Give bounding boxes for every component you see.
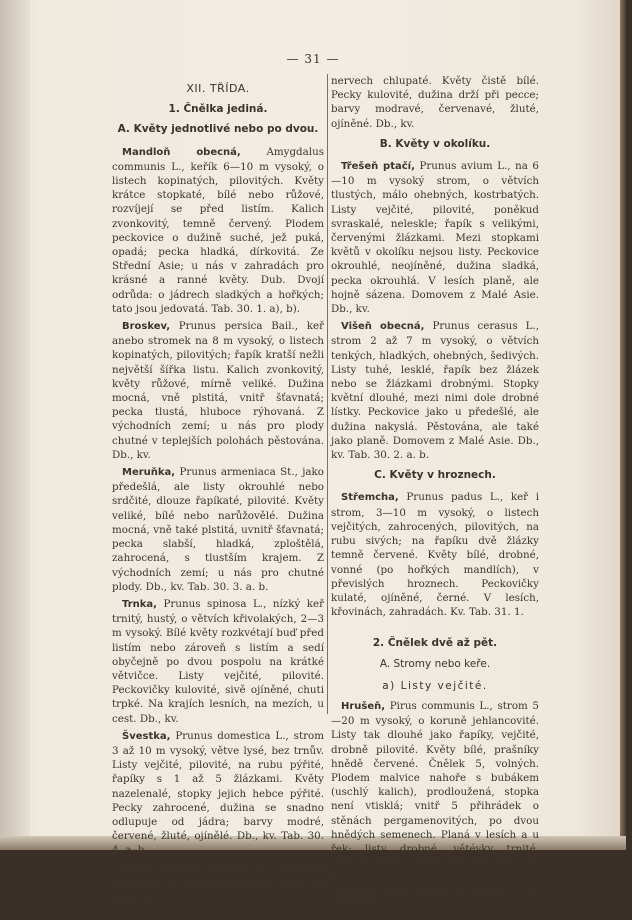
entry-broskev xyxy=(112,319,324,462)
entry-visen xyxy=(331,319,539,462)
entry-text: Pirus communis L., strom 5—20 m vysoký, o koruně jehlancovité. Listy tak dlouhé jako řapíky, vejčité, drobně pilovité. Květy bílé, prašníky hnědě červené. Čnělek 5, volných. Plodem malvice nahoře s bubákem (uschlý kalich), prodloužená, stopka není vtisklá; vnitř 5 přihrádek o stěnách pergamenovitých, po dvou hnědých semenech. Planá v lesích a u řek; listy drobné, větévky trnité, malvice tvrdé, trpké. Db., kv. Tab. 31. 2. xyxy=(331,699,539,884)
section-heading-c: C. Květy v hroznech. xyxy=(374,469,496,482)
entry-text: Prunus padus L., keř i strom, 3—10 m vysoký, o listech vejčitých, zahrocených, pilovitých, na rubu sivých; na řapíku dvě žlázky temně červené. Květy bílé, drobné, vonné (po hořkých mandlích), v převislých hroznech. Peckovičky kulaté, ojíněné, černé. V lesích, křovinách, zahradách. Kv. Tab. 31. 1. xyxy=(331,491,539,619)
entry-name: Švestka, xyxy=(122,730,171,742)
entry-hrusen xyxy=(331,699,539,885)
entry-name: Hrušeň, xyxy=(341,700,386,712)
entry-name: Střemcha, xyxy=(341,492,399,504)
entry-name: Slíva, xyxy=(122,862,154,874)
entry-text: Prunus armeniaca St., jako předešlá, ale listy okrouhlé nebo srdčité, dlouze řapíkaté, pilovité. Květy veliké, bílé nebo narůžovělé. Dužina mocná, vně také plstitá, uvnitř šťavnatá; pecka slabší, hladká, zploštělá, zahrocená, s tlustším krajem. Z východních zemí; u nás pro chutné plody. Db., kv. Tab. 30. 3. a. b. xyxy=(112,466,324,593)
page-edge xyxy=(620,0,626,850)
page-number: — 31 — xyxy=(286,52,340,66)
entry-name: Mandloň obecná, xyxy=(122,146,241,158)
class-heading: XII. TŘÍDA. xyxy=(186,82,250,95)
entry-trnka xyxy=(112,597,324,726)
entry-merunka xyxy=(112,465,324,594)
entry-name: Meruňka, xyxy=(122,467,176,479)
entry-stremcha xyxy=(331,490,539,619)
left-column xyxy=(112,74,324,907)
section-heading-a: A. Květy jednotlivé nebo po dvou. xyxy=(117,123,319,136)
continuation-text: nervech chlupaté. Květy čistě bílé. Pecky kulovité, dužina drží při pecce; barvy modravé, červenavé, žluté, ojíněné. Db., kv. xyxy=(331,75,539,130)
entry-text: Prunus cerasus L., strom 2 až 7 m vysoký, o větvích tenkých, hladkých, ohebných, šedivých. Listy tuhé, lesklé, řapík bez žlázek nebo se žlázkami drobnými. Stopky květní dlouhé, mezi nimi dole drobné lístky. Peckovice jako u předešlé, ale dužina nakyslá. Pěstována, ale také jako planě. Domovem z Malé Asie. Db., kv. Tab. 30. 2. a. b. xyxy=(331,320,539,462)
page-binding xyxy=(0,0,30,850)
entry-jablon xyxy=(331,888,539,917)
entry-mandlon xyxy=(112,145,324,316)
entry-text: Prunus insititia L., podobná předešlé, ale řapíky bez žlázek. Listy na rubu na xyxy=(112,861,324,903)
entry-text: Prunus persica Bail., keř anebo stromek na 8 m vysoký, o listech kopinatých, pilovitých; řapík kratší nežli největší šířka listu. Kalich zvonkovitý, květy růžové, mírně veliké. Dužina mocná, vně plstitá, vnitř šťavnatá; pecka tlustá, hluboce rýhovaná. Z východních zemí; u nás pro plody chutné v teplejších polohách pěstována. Db., kv. xyxy=(112,320,324,461)
entry-sliva xyxy=(112,861,324,905)
entry-name: Jabloň, xyxy=(341,889,380,901)
entry-text: Amygdalus communis L., keřík 6—10 m vysoký, o listech kopinatých, pilovitých. Květy krátce stopkaté, bílé nebo růžové, rozvíjejí se před listím. Kalich zvonkovitý, temně červený. Plodem peckovice o dužině suché, jež puká, opadá; pecka hladká, dírkovitá. Ze Střední Asie; u nás v zahradách pro krásné a ranné květy. Dub. Dvojí odrůda: o jádrech sladkých a hořkých; tato jsou jedovatá. Tab. 30. 1. a), b). xyxy=(112,145,324,315)
entry-svestka xyxy=(112,729,324,858)
entry-name: Broskev, xyxy=(122,321,171,333)
entry-name: Višeň obecná, xyxy=(341,321,425,333)
entry-text: Prunus domestica L., strom 3 až 10 m vysoký, větve lysé, bez trnův. Listy vejčité, pilovité, na rubu pýřité, řapíky s 1 až 5 žlázkami. Květy nazelenalé, stopky jejich hebce pýřité. Pecky zahrocené, dužina se snadno odlupuje od jádra; barvy modré, červené, žluté, ojínělé. Db., kv. Tab. 30. 4. a. b. xyxy=(112,729,324,857)
entry-name: Trnka, xyxy=(122,598,157,610)
entry-text: Prunus spinosa L., nízký keř trnitý, hustý, o větvích křivolakých, 2—3 m vysoký. Bílé květy rozkvétají buď před listím nebo zároveň s listím a sedí obyčejně po dvou pospolu na krátké větvičce. Listy vejčité, pilovité. Peckovičky kulovité, sivě ojíněné, chuti trpké. Na krajích lesních, na mezích, u cest. Db., kv. xyxy=(112,597,325,725)
section-heading-a2: A. Stromy nebo keře. xyxy=(379,657,491,670)
entry-tresen xyxy=(331,159,539,316)
group-heading-1: 1. Čnělka jediná. xyxy=(168,103,268,116)
column-separator xyxy=(327,74,328,714)
entry-name: Třešeň ptačí, xyxy=(341,161,415,173)
right-column xyxy=(331,74,539,920)
sub-heading: a) Listy vejčité. xyxy=(382,679,488,692)
section-heading-b: B. Květy v okolíku. xyxy=(379,137,491,150)
entry-text: Prunus avium L., na 6—10 m vysoký strom, o větvích tlustých, málo ohebných, kostrbatých. Listy vejčité, pilovité, poněkud svraskalé, neleskle; řapík s velikými, červenými žlázkami. Mezi stopkami květů v okolíku nejsou listy. Peckovice okrouhlé, neojíněné, dužina sladká, pecka okrouhlá. V lesích planě, ale hojně sázena. Domovem z Malé Asie. Db., kv. xyxy=(331,160,539,316)
entry-text: Pirus malus L., strom 5—10 m xyxy=(331,888,539,916)
group-heading-2: 2. Čnělek dvě až pět. xyxy=(372,637,498,650)
